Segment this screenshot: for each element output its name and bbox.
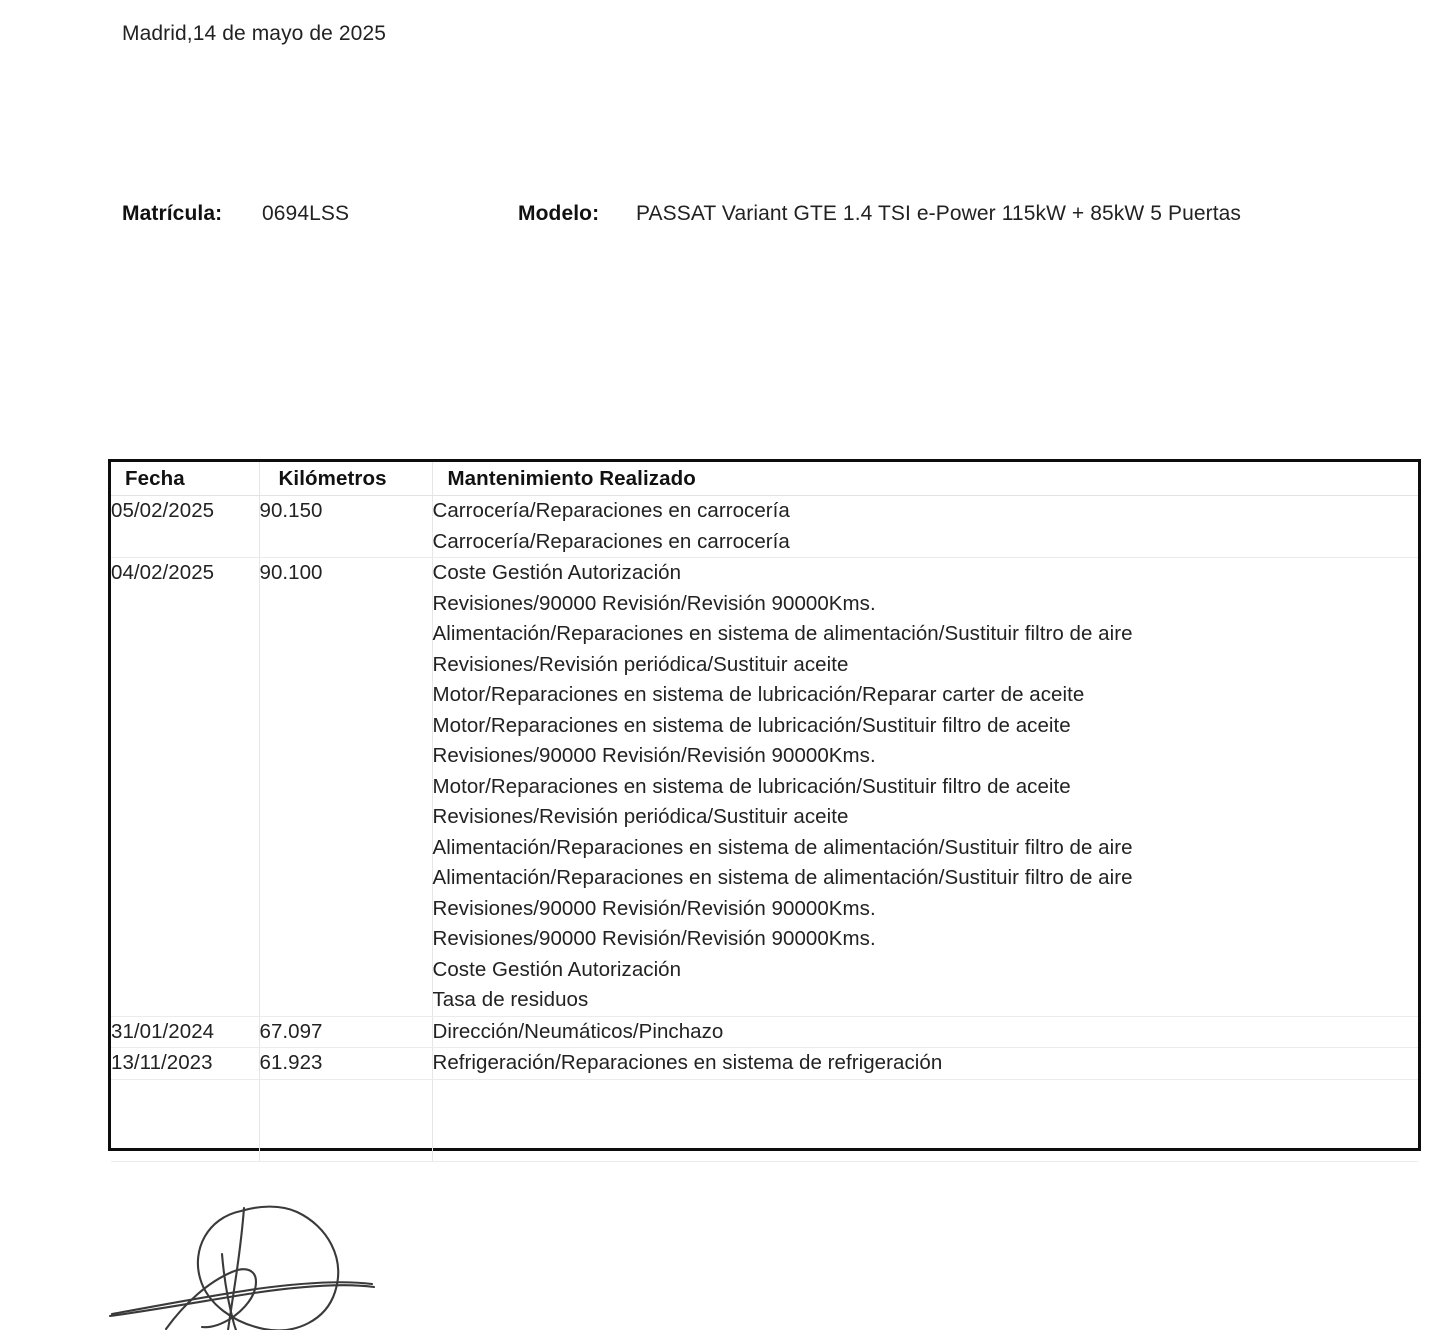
model-value: PASSAT Variant GTE 1.4 TSI e-Power 115kW + 85kW 5 Puertas — [636, 202, 1242, 225]
service-line: Revisiones/90000 Revisión/Revisión 90000Kms. — [432, 744, 876, 767]
service-line: Revisiones/90000 Revisión/Revisión 90000Kms. — [432, 896, 876, 920]
cell-service-list — [432, 1016, 1418, 1048]
column-header-date-label: Fecha — [125, 467, 185, 490]
plate-value: 0694LSS — [262, 202, 350, 225]
service-line: Carrocería/Reparaciones en carrocería — [432, 499, 790, 522]
cell-kilometers: 90.150 — [259, 496, 432, 558]
cell-kilometers: 67.097 — [259, 1016, 432, 1048]
cell-service-list — [432, 558, 1418, 1017]
cell-date: 13/11/2023 — [111, 1048, 259, 1080]
maintenance-history-table-container — [108, 459, 1421, 1151]
service-line: Alimentación/Reparaciones en sistema de alimentación/Sustituir filtro de aire — [432, 866, 1133, 889]
plate-label: Matrícula: — [122, 202, 223, 225]
service-line: Alimentación/Reparaciones en sistema de alimentación/Sustituir filtro de aire — [432, 622, 1133, 645]
column-header-date — [111, 462, 259, 496]
service-line: Refrigeración/Reparaciones en sistema de refrigeración — [432, 1051, 943, 1074]
service-line: Coste Gestión Autorización — [432, 957, 682, 981]
signature-icon — [104, 1192, 444, 1330]
service-line: Coste Gestión Autorización — [432, 561, 682, 584]
cell-service-list — [432, 1048, 1418, 1080]
service-line: Revisiones/Revisión periódica/Sustituir aceite — [432, 652, 849, 676]
cell-date: 05/02/2025 — [111, 496, 259, 558]
table-row — [111, 496, 1418, 558]
service-line: Revisiones/Revisión periódica/Sustituir aceite — [432, 805, 849, 828]
service-line: Carrocería/Reparaciones en carrocería — [432, 529, 790, 553]
table-empty-filler — [111, 1079, 1418, 1161]
table-row — [111, 558, 1418, 1017]
service-line: Motor/Reparaciones en sistema de lubricación/Reparar carter de aceite — [432, 683, 1085, 706]
model-label: Modelo: — [518, 202, 600, 225]
table-row — [111, 1048, 1418, 1080]
service-line: Tasa de residuos — [432, 988, 589, 1011]
cell-date: 31/01/2024 — [111, 1016, 259, 1048]
cell-service-list — [432, 496, 1418, 558]
cell-kilometers: 90.100 — [259, 558, 432, 1017]
column-header-kilometers-label: Kilómetros — [278, 467, 387, 490]
table-header-row — [111, 462, 1418, 496]
column-header-service — [432, 462, 1418, 496]
cell-kilometers: 61.923 — [259, 1048, 432, 1080]
table-empty-cell — [111, 1079, 259, 1161]
vehicle-info-row — [122, 198, 1402, 230]
service-line: Alimentación/Reparaciones en sistema de alimentación/Sustituir filtro de aire — [432, 835, 1133, 859]
maintenance-history-table — [111, 462, 1418, 1162]
handwritten-signature — [104, 1192, 444, 1330]
cell-date: 04/02/2025 — [111, 558, 259, 1017]
table-empty-cell — [432, 1079, 1418, 1161]
service-line: Revisiones/90000 Revisión/Revisión 90000Kms. — [432, 591, 876, 615]
service-line: Dirección/Neumáticos/Pinchazo — [432, 1019, 724, 1043]
table-row — [111, 1016, 1418, 1048]
document-location-date: Madrid,14 de mayo de 2025 — [122, 22, 387, 45]
service-line: Revisiones/90000 Revisión/Revisión 90000Kms. — [432, 927, 876, 950]
service-line: Motor/Reparaciones en sistema de lubricación/Sustituir filtro de aceite — [432, 774, 1071, 798]
column-header-service-label: Mantenimiento Realizado — [447, 467, 696, 490]
service-line: Motor/Reparaciones en sistema de lubricación/Sustituir filtro de aceite — [432, 713, 1071, 737]
table-empty-cell — [259, 1079, 432, 1161]
table-header — [111, 462, 1418, 496]
table-body — [111, 496, 1418, 1162]
column-header-kilometers — [259, 462, 432, 496]
